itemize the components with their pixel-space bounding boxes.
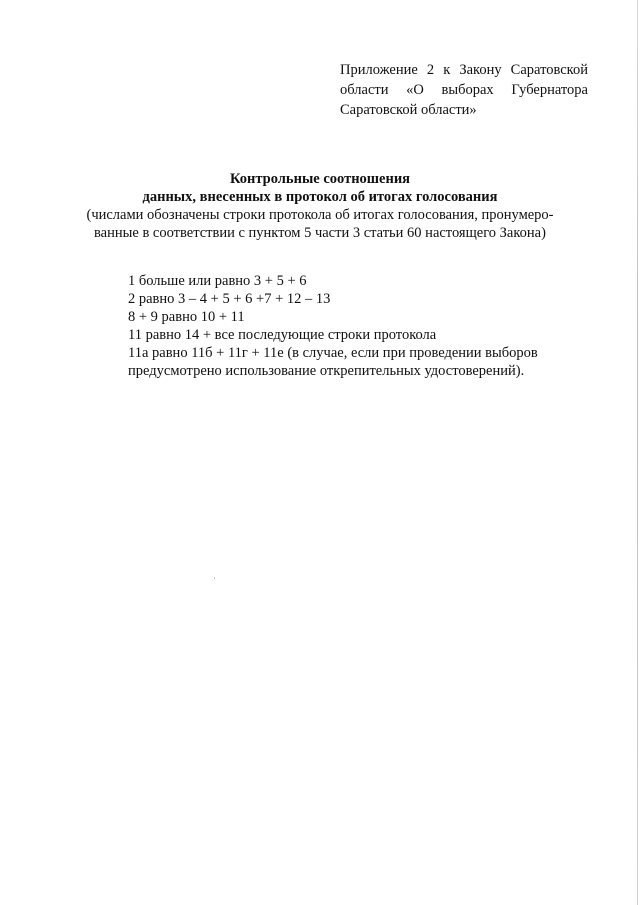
relation-line: предусмотрено использование открепительных удостоверений). [128,363,525,379]
document-heading [70,170,570,242]
title-line-2: данных, внесенных в протокол об итогах голосования [142,189,498,205]
relation-line: 1 больше или равно 3 + 5 + 6 [128,273,307,289]
relation-line: 8 + 9 равно 10 + 11 [128,309,245,325]
subtitle-line-1: (числами обозначены строки протокола об итогах голосования, пронумеро- [86,207,554,223]
control-relations-list [128,272,578,380]
title-line-1: Контрольные соотношения [229,171,411,187]
annex-line-1: Приложение 2 к Закону Саратовской [340,62,588,78]
relation-line: 11а равно 11б + 11г + 11е (в случае, если при проведении выборов [128,345,538,361]
scan-speck [214,577,215,579]
annex-reference [340,60,588,120]
relation-line: 11 равно 14 + все последующие строки протокола [128,327,437,343]
relation-line: 2 равно 3 – 4 + 5 + 6 +7 + 12 – 13 [128,291,331,307]
subtitle-line-2: ванные в соответствии с пунктом 5 части 3 статьи 60 настоящего Закона) [94,225,546,241]
annex-line-3: Саратовской области» [340,102,477,118]
annex-line-2: области «О выборах Губернатора [340,82,588,98]
scan-edge-line [637,0,638,905]
